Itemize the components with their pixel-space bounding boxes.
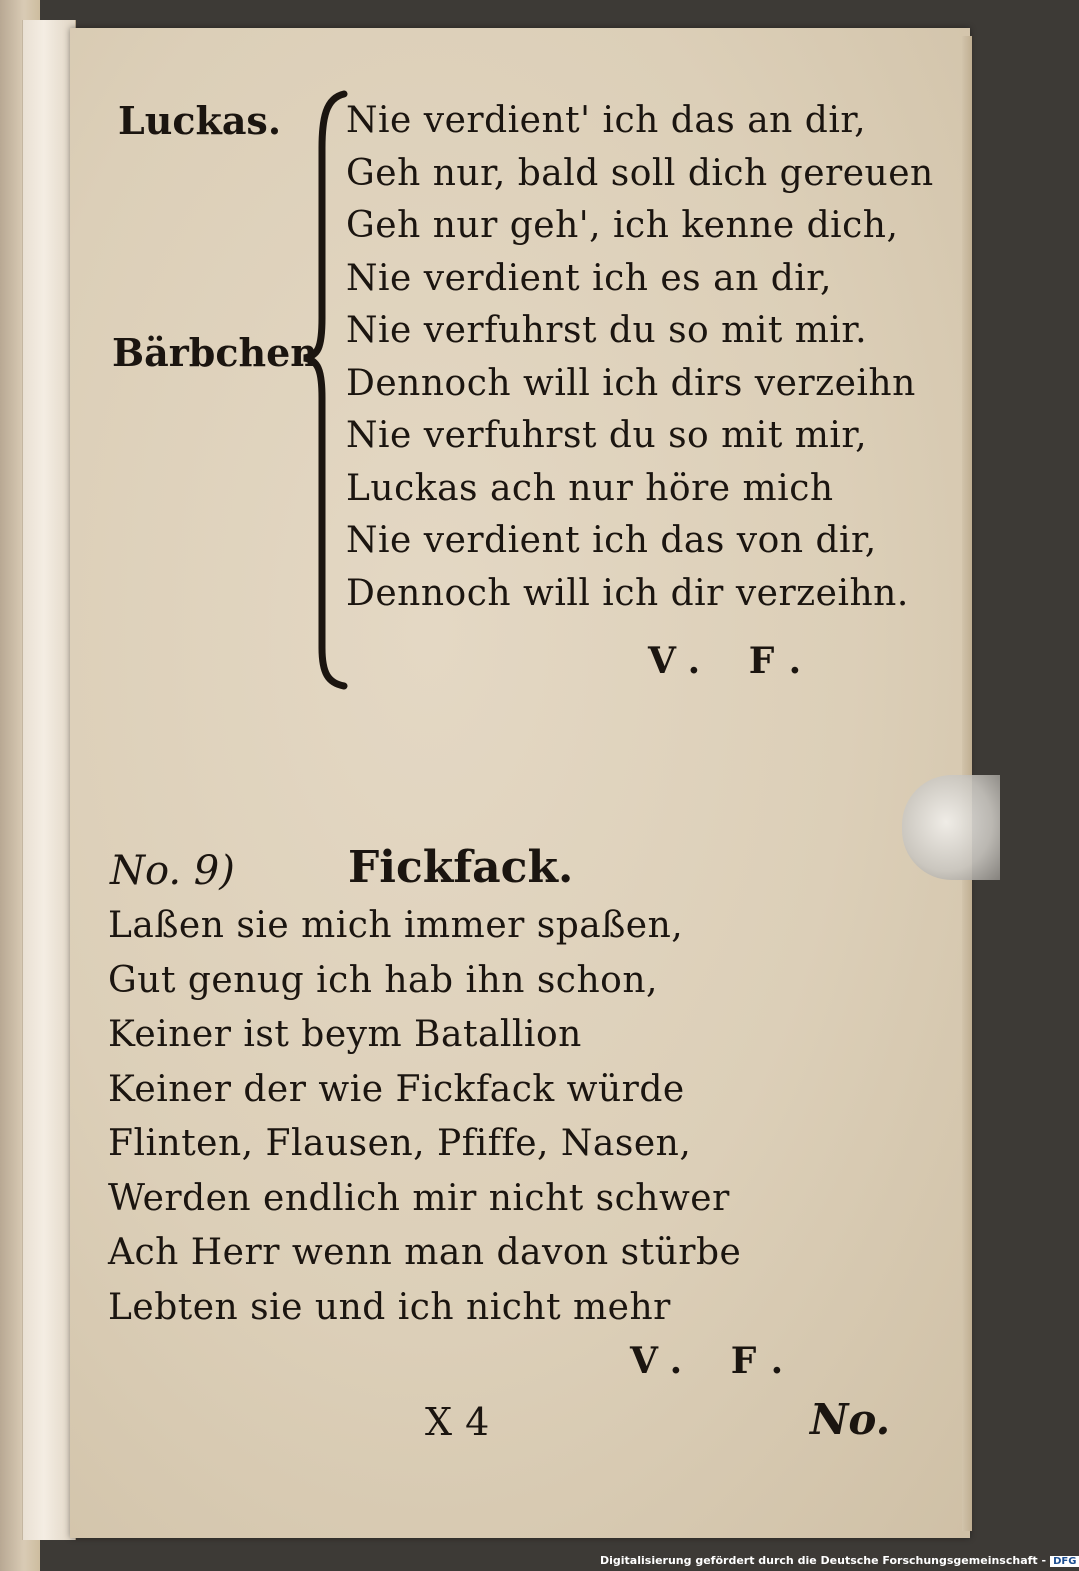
duet-verse-line: Nie verfuhrst du so mit mir, bbox=[346, 415, 868, 456]
song-verse-line: Keiner der wie Fickfack würde bbox=[108, 1068, 685, 1110]
dfg-logo: DFG bbox=[1050, 1556, 1079, 1567]
song-title: Fickfack. bbox=[348, 842, 574, 893]
signature-mark: X 4 bbox=[425, 1400, 490, 1444]
song-verse-line: Laßen sie mich immer spaßen, bbox=[108, 905, 684, 946]
binding-strip bbox=[22, 20, 76, 1540]
duet-verse-line: Nie verdient' ich das an dir, bbox=[346, 100, 867, 141]
duet-verse-line: Geh nur, bald soll dich gereuen bbox=[346, 152, 934, 194]
speaker-lukas: Luckas. bbox=[118, 98, 282, 143]
duet-verse-line: Dennoch will ich dir verzeihn. bbox=[346, 572, 909, 614]
duet-verse-line: Luckas ach nur höre mich bbox=[346, 467, 834, 509]
catchword: No. bbox=[810, 1395, 891, 1444]
duet-verse-line: Dennoch will ich dirs verzeihn bbox=[346, 362, 916, 404]
song-verse-line: Gut genug ich hab ihn schon, bbox=[108, 959, 658, 1001]
initials-first: V. F. bbox=[648, 640, 820, 682]
speaker-baerbchen: Bärbchen bbox=[112, 330, 318, 375]
duet-verse-line: Geh nur geh', ich kenne dich, bbox=[346, 205, 899, 246]
song-verse-line: Flinten, Flausen, Pfiffe, Nasen, bbox=[108, 1123, 692, 1164]
credit-text: Digitalisierung gefördert durch die Deutsche Forschungsgemeinschaft - bbox=[600, 1554, 1047, 1567]
song-number: No. 9) bbox=[110, 848, 235, 894]
song-verse-line: Ach Herr wenn man davon stürbe bbox=[108, 1232, 742, 1273]
duet-verse-line: Nie verdient ich es an dir, bbox=[346, 257, 832, 299]
page-clip bbox=[902, 775, 1000, 880]
song-verse-line: Lebten sie und ich nicht mehr bbox=[108, 1286, 671, 1328]
song-verse-line: Keiner ist beym Batallion bbox=[108, 1014, 582, 1055]
song-verse-line: Werden endlich mir nicht schwer bbox=[108, 1177, 730, 1219]
digitization-credit bbox=[600, 1554, 1079, 1567]
initials-second: V. F. bbox=[630, 1340, 802, 1382]
duet-verse-line: Nie verfuhrst du so mit mir. bbox=[346, 310, 868, 351]
duet-verse-line: Nie verdient ich das von dir, bbox=[346, 520, 877, 561]
